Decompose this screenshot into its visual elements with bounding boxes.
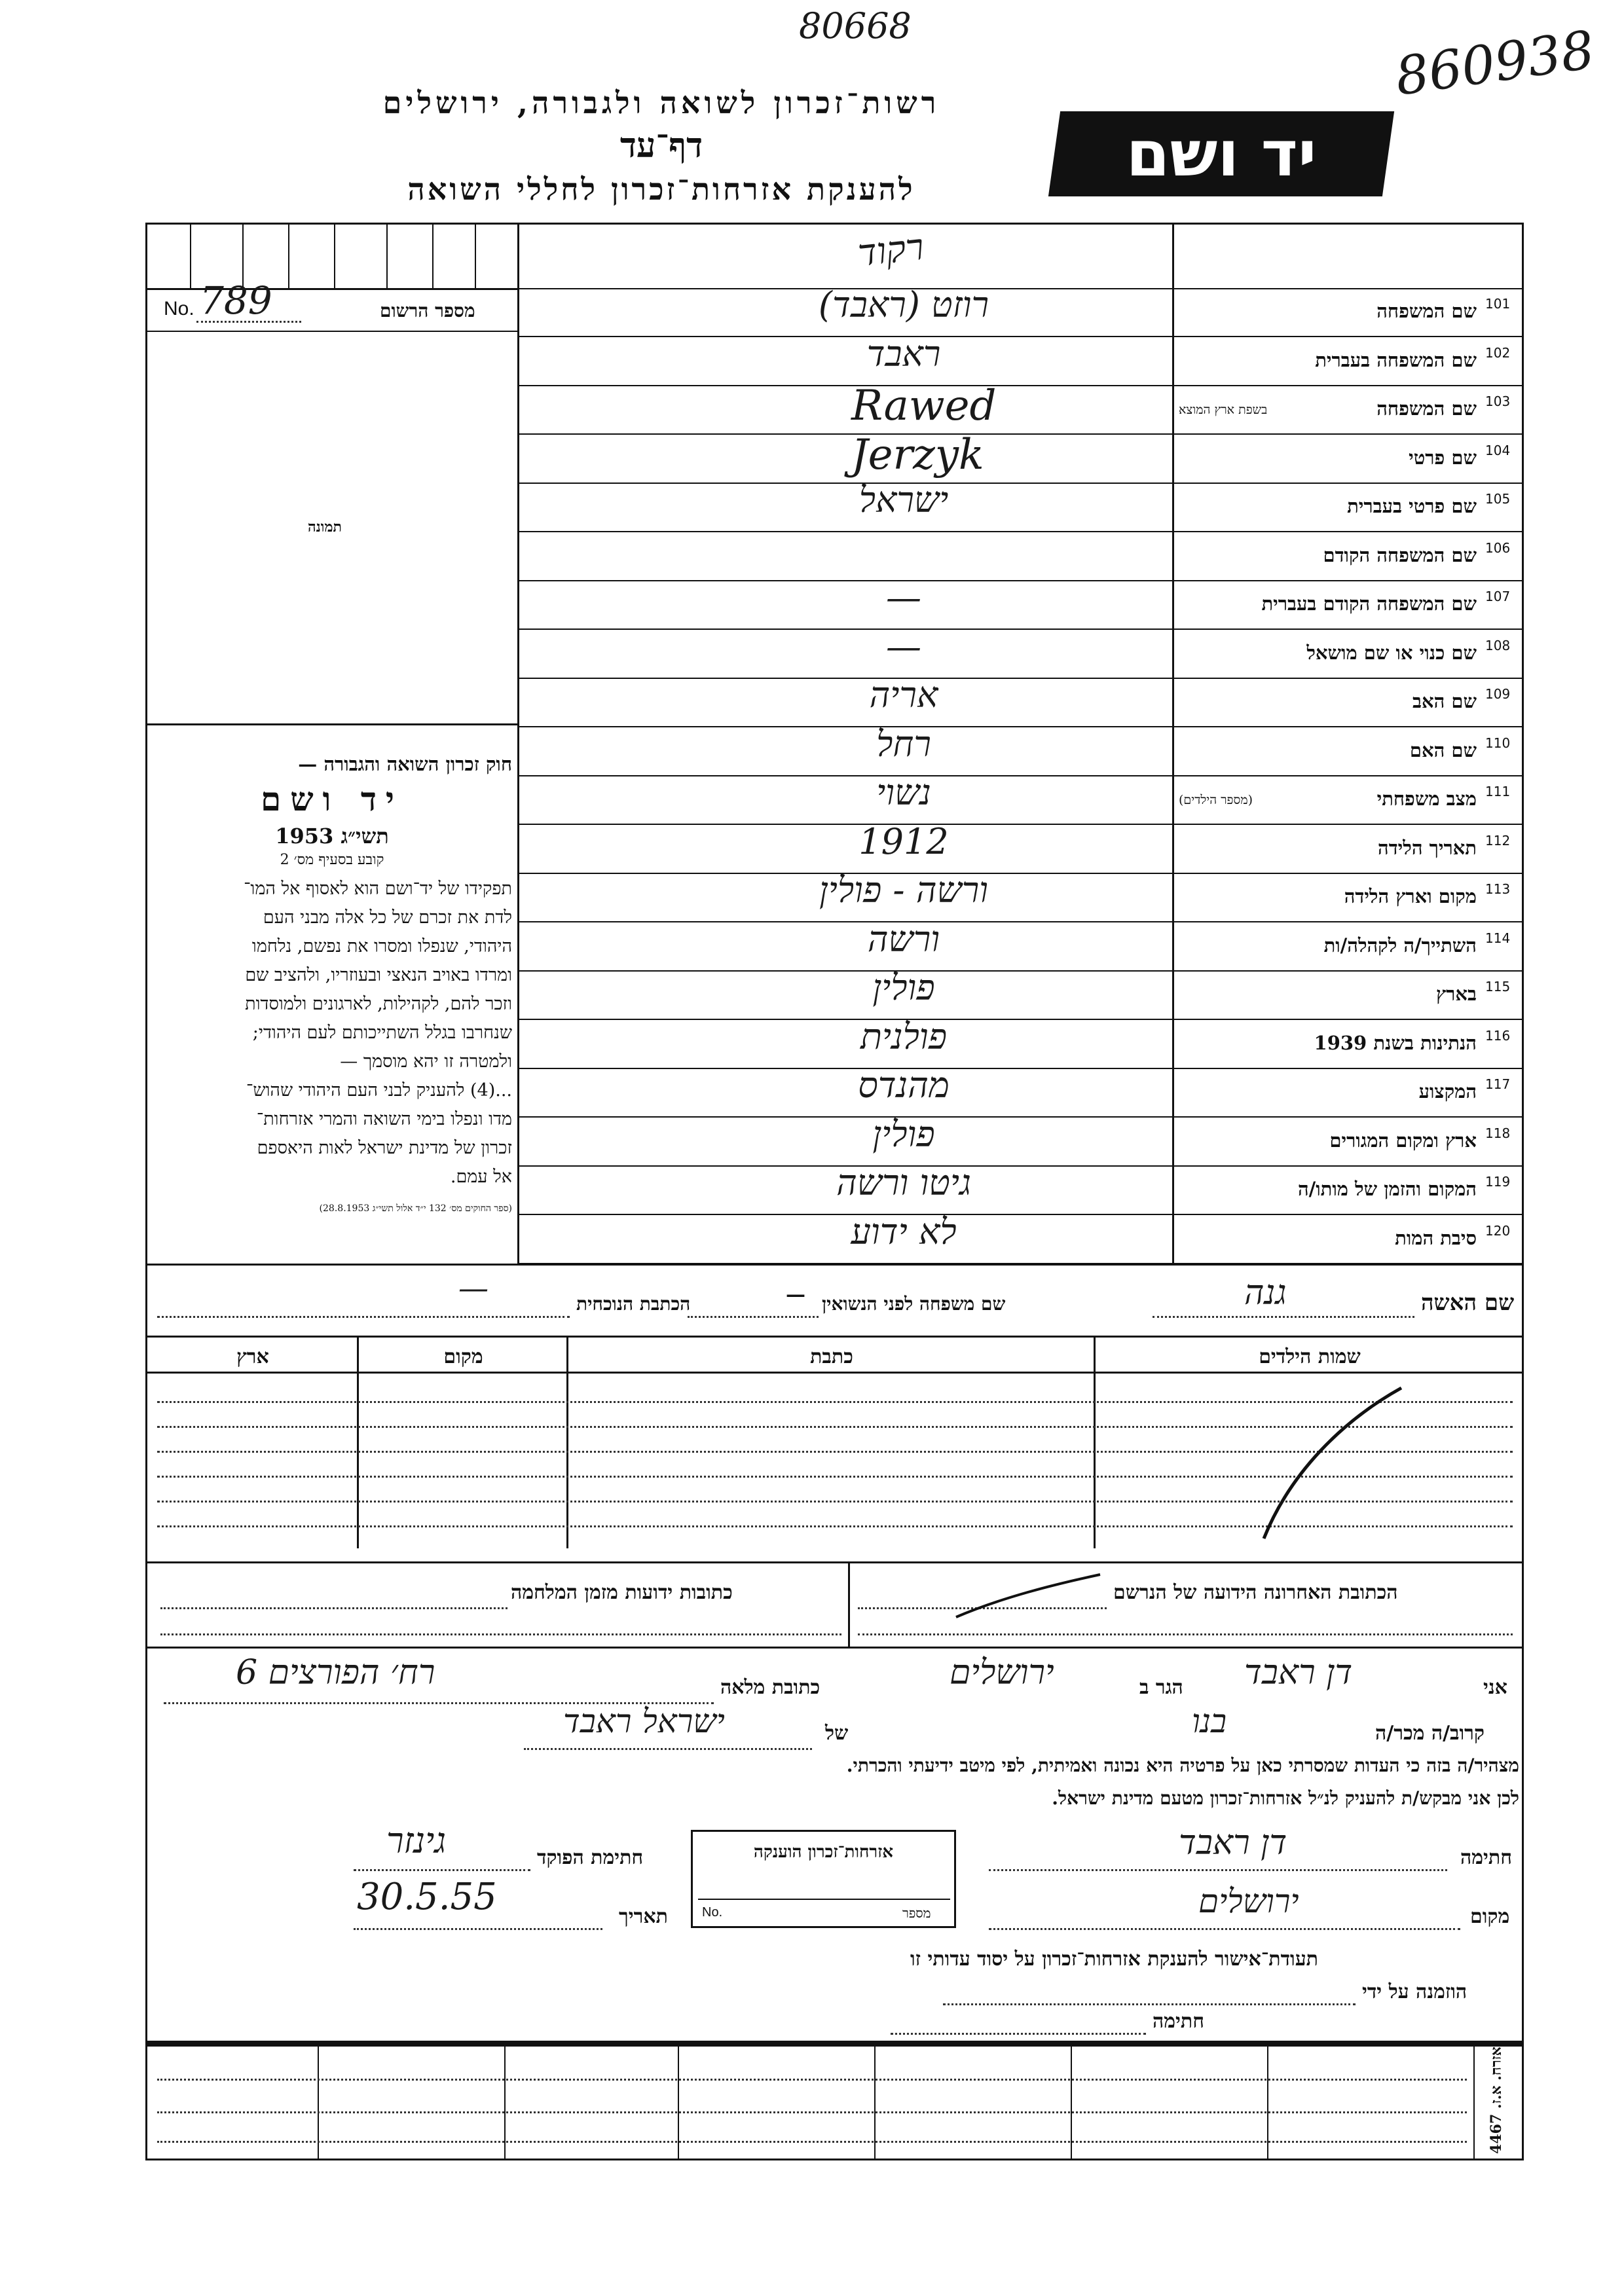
date-value: 30.5.55 (357, 1876, 497, 1918)
footer-vertical-code: אזרח. א.ז. 4467 (1488, 2047, 1505, 2154)
clerk-sig-value: גינזר (386, 1820, 447, 1861)
declarant-city: ירושלים (950, 1653, 1054, 1692)
field-label: ארץ ומקום המגורים (1329, 1129, 1477, 1152)
form-title: דף־עד (619, 126, 703, 166)
field-number: 116 (1485, 1028, 1511, 1044)
field-label: שם המשפחה בעברית (1315, 349, 1477, 371)
law-line: היהודי, שנפלו ומסרו את נפשם, נלחמו (251, 936, 512, 957)
strike-line (950, 1571, 1107, 1624)
field-label: המקצוע (1418, 1080, 1477, 1102)
address-label: הכתבת הנוכחית (576, 1293, 691, 1315)
field-number: 105 (1485, 491, 1511, 507)
law-line: ולמטרה זו יהא מוסמך — (340, 1051, 512, 1072)
maiden-label: שם משפחה לפני הנשואין (822, 1293, 1006, 1315)
field-number: 103 (1485, 393, 1511, 409)
field-number: 106 (1485, 540, 1511, 556)
field-number: 104 (1485, 443, 1511, 458)
photo-label: תמונה (308, 519, 342, 536)
full-address-label: כתובת מלאה (720, 1676, 821, 1699)
place-value: ירושלים (1198, 1882, 1299, 1920)
registry-label: מספר הרשום (380, 300, 475, 321)
field-number: 102 (1485, 345, 1511, 361)
granted-box (691, 1830, 956, 1928)
field-number: 113 (1485, 881, 1511, 897)
top-note: רקוד (855, 225, 926, 276)
law-body (152, 875, 512, 1192)
of-label: של (825, 1722, 849, 1745)
form-subtitle: להענקת אזרחות־זכרון לחללי השואה (407, 172, 915, 207)
field-value: ורשה (867, 919, 940, 960)
registry-no-value: 789 (200, 278, 272, 323)
declarant-address: רח׳ הפורצים 6 (236, 1653, 435, 1692)
field-value: גיטו ורשה (836, 1162, 971, 1203)
law-line: מדו ונפלו בימי השואה והמרי אזרחות־ (256, 1109, 512, 1129)
field-value: נשוי (876, 772, 931, 813)
approval-sig-label: חתימה (1153, 2010, 1204, 2033)
relation-value: בנו (1192, 1702, 1227, 1740)
field-label: שם האם (1409, 739, 1477, 761)
declaration-1: מצהיר/ה בזה כי העדות שמסרתי כאן על פרטיה היא נכונה ואמיתית, לפי מיטב ידיעתי והכרתי. (846, 1755, 1519, 1776)
field-label: שם המשפחה הקודם (1323, 544, 1477, 566)
field-label: שם האב (1412, 690, 1477, 712)
field-label: המקום והזמן של מותו/ה (1297, 1178, 1477, 1200)
field-label: תאריך הלידה (1378, 837, 1477, 859)
approval-line-1: תעודת־אישור להענקת אזרחות־זכרון על יסוד עדותי זו (910, 1948, 1318, 1971)
declarant-i-label: אני (1483, 1676, 1507, 1699)
field-number: 115 (1485, 979, 1511, 994)
registry-no-label: No. (164, 298, 194, 319)
field-number: 114 (1485, 930, 1511, 946)
law-line: אל עמם. (450, 1167, 512, 1187)
resides-label: הגר ב (1139, 1676, 1183, 1699)
clerk-sig-label: חתימת הפוקד (537, 1846, 644, 1869)
logo-text: יד ושם (1126, 117, 1317, 191)
field-value: 1912 (858, 821, 949, 862)
address-value: — (458, 1270, 489, 1305)
field-value: פולנית (860, 1016, 948, 1057)
field-value: Jerzyk (851, 431, 984, 479)
strike-mark (1244, 1375, 1414, 1545)
field-number: 101 (1485, 296, 1511, 312)
field-label: השתייך/ה לקהלה/ות (1323, 934, 1477, 957)
law-line: וזכר להם, לקהילות, לארגונים ולמוסדות (245, 994, 512, 1014)
law-line: ומרדו באויב הנאצי ובעוזריו, ולהציב שם (245, 965, 512, 985)
approval-line-2: הוזמנה על ידי (1362, 1980, 1467, 2003)
wife-value: גנה (1244, 1273, 1287, 1313)
law-year: תשי״ג 1953 (275, 824, 389, 848)
relation-label: קרוב/ה מכר/ה (1375, 1722, 1485, 1745)
field-number: 120 (1485, 1223, 1511, 1239)
field-number: 111 (1485, 784, 1511, 799)
granted-box-no: No. (702, 1905, 723, 1920)
field-sublabel: בשפת ארץ המוצא (1179, 403, 1268, 417)
field-label: סיבת המות (1395, 1227, 1477, 1249)
war-address-label: כתובות ידועות מזמן המלחמה (511, 1581, 733, 1604)
last-known-address-label: הכתובת האחרונה הידועה של הנרשם (1113, 1581, 1398, 1604)
field-value: רחל (876, 723, 931, 765)
signature-label: חתימה (1460, 1846, 1512, 1869)
children-header-place: מקום (443, 1345, 483, 1368)
children-header-names: שמות הילדים (1259, 1345, 1361, 1368)
field-label: הנתינות בשנת 1939 (1314, 1032, 1477, 1054)
field-number: 117 (1485, 1076, 1511, 1092)
law-line: תפקידו של יד־ושם הוא לאסוף אל המו־ (244, 879, 512, 899)
logo (1048, 111, 1394, 196)
field-label: שם פרטי (1409, 446, 1477, 469)
signature-value: דן ראבד (1179, 1823, 1287, 1863)
law-name: יד ושם (261, 780, 403, 818)
field-value: — (886, 577, 921, 618)
field-value: ישראל (858, 479, 949, 520)
law-line: ...(4) להעניק לבני העם היהודי שהוש־ (246, 1080, 512, 1101)
law-line: זכרון של מדינת ישראל לאות היאספם (257, 1138, 512, 1158)
field-value: פולין (872, 967, 935, 1008)
field-value: Rawed (851, 382, 997, 430)
field-number: 108 (1485, 638, 1511, 653)
declaration-2: לכן אני מבקש/ת להעניק לנ״ל אזרחות־זכרון מטעם מדינת ישראל. (1052, 1787, 1519, 1809)
children-header-address: כתבת (810, 1345, 853, 1368)
field-label: שם המשפחה (1376, 300, 1477, 322)
field-label: מקום וארץ הלידה (1344, 885, 1477, 907)
granted-box-title: אזרחות־זכרון הוענקה (753, 1842, 894, 1862)
field-number: 118 (1485, 1125, 1511, 1141)
field-value: מהנדס (858, 1065, 950, 1106)
date-label: תאריך (619, 1905, 668, 1928)
field-label: שם כנוי או שם מושאל (1306, 642, 1477, 664)
field-value: אריה (869, 674, 938, 716)
field-number: 109 (1485, 686, 1511, 702)
place-label: מקום (1470, 1905, 1510, 1928)
field-label: בארץ (1436, 983, 1477, 1005)
children-header-country: ארץ (236, 1345, 269, 1368)
field-sublabel: (מספר הילדים) (1179, 793, 1253, 807)
field-number: 112 (1485, 833, 1511, 848)
field-value: ורשה - פולין (819, 869, 989, 911)
of-name: ישראל ראבד (563, 1702, 725, 1740)
field-value: — (886, 626, 921, 667)
maiden-value: — (786, 1283, 805, 1306)
field-label: שם פרטי בעברית (1347, 495, 1477, 517)
field-label: מצב משפחתי (1376, 788, 1477, 810)
granted-box-number-label: מספר (902, 1905, 931, 1921)
top-stamp-number: 80668 (799, 5, 912, 46)
field-value: ראבד (866, 333, 941, 374)
law-title: חוק זכרון השואה והגבורה — (298, 753, 512, 775)
field-number: 110 (1485, 735, 1511, 751)
field-label: שם המשפחה הקודם בעברית (1261, 592, 1477, 615)
top-right-number: 860938 (1392, 19, 1598, 107)
law-line: לדת את זכרם של כל אלה מבני העם (263, 907, 512, 928)
law-line: שנחרבו בגלל השתייכותם לעם היהודי; (252, 1023, 512, 1043)
field-value: פולין (872, 1114, 935, 1155)
org-line: רשות־זכרון לשואה ולגבורה, ירושלים (382, 85, 940, 120)
field-value: לא ידוע (851, 1211, 957, 1252)
field-value: רוזט (ראבד) (818, 284, 989, 325)
law-box (152, 753, 512, 1214)
field-number: 107 (1485, 589, 1511, 604)
law-clause: קובע בסעיף מס׳ 2 (280, 852, 384, 868)
law-footnote: (ספר החוקים מס׳ 132 י״ד אלול תשי״ג 28.8.1953) (319, 1203, 512, 1214)
field-label: שם המשפחה (1376, 397, 1477, 420)
wife-label: שם האשה (1421, 1290, 1515, 1316)
footer-grid (145, 2043, 1524, 2160)
declarant-name: דן ראבד (1244, 1653, 1353, 1692)
field-number: 119 (1485, 1174, 1511, 1190)
